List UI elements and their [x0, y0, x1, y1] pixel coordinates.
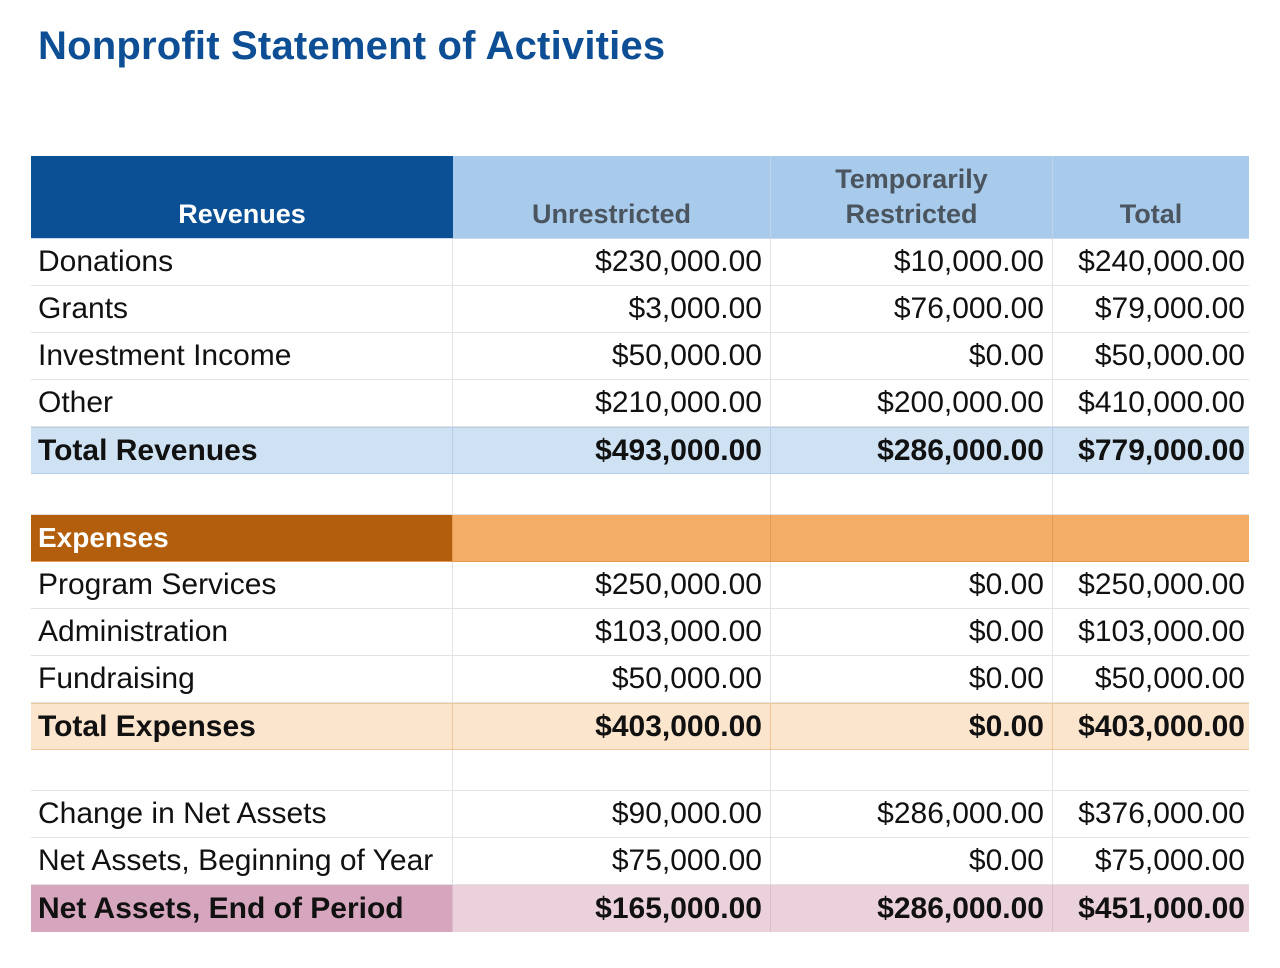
- header-unrestricted[interactable]: Unrestricted: [453, 156, 771, 238]
- row-label[interactable]: Net Assets, End of Period: [31, 885, 453, 932]
- table-row: [31, 791, 1249, 838]
- empty-cell[interactable]: [771, 474, 1053, 514]
- cell-unrestricted[interactable]: $165,000.00: [453, 885, 771, 932]
- empty-row: [31, 750, 1249, 791]
- row-label[interactable]: Change in Net Assets: [31, 791, 453, 837]
- cell-restricted[interactable]: $0.00: [771, 333, 1053, 379]
- empty-cell[interactable]: [31, 750, 453, 790]
- page-title: Nonprofit Statement of Activities: [38, 24, 666, 68]
- empty-cell[interactable]: [771, 750, 1053, 790]
- table-row: [31, 562, 1249, 609]
- row-label[interactable]: Administration: [31, 609, 453, 655]
- cell-unrestricted[interactable]: $90,000.00: [453, 791, 771, 837]
- cell-restricted[interactable]: $286,000.00: [771, 428, 1053, 473]
- empty-cell[interactable]: [453, 474, 771, 514]
- cell-total[interactable]: $410,000.00: [1078, 386, 1245, 419]
- table-row: [31, 656, 1249, 703]
- cell-total[interactable]: $376,000.00: [1078, 797, 1245, 830]
- empty-cell[interactable]: [1053, 515, 1249, 561]
- empty-cell[interactable]: [1053, 474, 1249, 514]
- empty-cell[interactable]: [453, 750, 771, 790]
- cell-total[interactable]: $50,000.00: [1094, 662, 1245, 695]
- cell-total[interactable]: $451,000.00: [1078, 891, 1245, 925]
- statement-table: [31, 156, 1249, 932]
- row-label[interactable]: Program Services: [31, 562, 453, 608]
- cell-unrestricted[interactable]: $75,000.00: [453, 838, 771, 884]
- empty-cell[interactable]: [1053, 750, 1249, 790]
- cell-unrestricted[interactable]: $50,000.00: [453, 656, 771, 702]
- cell-restricted[interactable]: $0.00: [771, 838, 1053, 884]
- net-assets-end-row: [31, 885, 1249, 932]
- table-row: [31, 239, 1249, 286]
- empty-row: [31, 474, 1249, 515]
- cell-unrestricted[interactable]: $210,000.00: [453, 380, 771, 426]
- table-row: [31, 380, 1249, 427]
- row-label[interactable]: Total Expenses: [31, 704, 453, 749]
- cell-restricted[interactable]: $0.00: [771, 609, 1053, 655]
- cell-total[interactable]: $240,000.00: [1078, 245, 1245, 278]
- cell-unrestricted[interactable]: $493,000.00: [453, 428, 771, 473]
- total-revenues-row: [31, 427, 1249, 474]
- table-header-row: [31, 156, 1249, 239]
- header-col2-line1: Temporarily: [835, 164, 988, 194]
- row-label[interactable]: Fundraising: [31, 656, 453, 702]
- header-temporarily-restricted[interactable]: [771, 156, 1053, 238]
- expenses-header-row: [31, 515, 1249, 562]
- cell-unrestricted[interactable]: $250,000.00: [453, 562, 771, 608]
- table-row: [31, 838, 1249, 885]
- cell-unrestricted[interactable]: $3,000.00: [453, 286, 771, 332]
- cell-unrestricted[interactable]: $103,000.00: [453, 609, 771, 655]
- table-row: [31, 286, 1249, 333]
- empty-cell[interactable]: [31, 474, 453, 514]
- total-expenses-row: [31, 703, 1249, 750]
- row-label[interactable]: Donations: [31, 239, 453, 285]
- cell-unrestricted[interactable]: $230,000.00: [453, 239, 771, 285]
- cell-restricted[interactable]: $0.00: [771, 704, 1053, 749]
- table-row: [31, 333, 1249, 380]
- cell-restricted[interactable]: $0.00: [771, 562, 1053, 608]
- cell-total[interactable]: $75,000.00: [1094, 844, 1245, 877]
- empty-cell[interactable]: [453, 515, 771, 561]
- cell-restricted[interactable]: $0.00: [771, 656, 1053, 702]
- cell-total[interactable]: $50,000.00: [1094, 339, 1245, 372]
- cell-total[interactable]: $779,000.00: [1078, 433, 1245, 467]
- cell-restricted[interactable]: $286,000.00: [771, 885, 1053, 932]
- cell-unrestricted[interactable]: $50,000.00: [453, 333, 771, 379]
- cell-unrestricted[interactable]: $403,000.00: [453, 704, 771, 749]
- expenses-header[interactable]: Expenses: [31, 515, 453, 561]
- header-revenues[interactable]: Revenues: [31, 156, 453, 238]
- cell-total[interactable]: $250,000.00: [1078, 568, 1245, 601]
- table-row: [31, 609, 1249, 656]
- cell-total[interactable]: $79,000.00: [1094, 292, 1245, 325]
- header-total[interactable]: Total: [1053, 156, 1249, 238]
- row-label[interactable]: Investment Income: [31, 333, 453, 379]
- row-label[interactable]: Net Assets, Beginning of Year: [31, 838, 453, 884]
- empty-cell[interactable]: [771, 515, 1053, 561]
- row-label[interactable]: Grants: [31, 286, 453, 332]
- cell-restricted[interactable]: $286,000.00: [771, 791, 1053, 837]
- row-label[interactable]: Total Revenues: [31, 428, 453, 473]
- cell-restricted[interactable]: $200,000.00: [771, 380, 1053, 426]
- cell-total[interactable]: $103,000.00: [1078, 615, 1245, 648]
- cell-restricted[interactable]: $76,000.00: [771, 286, 1053, 332]
- header-col2-line2: Restricted: [845, 199, 978, 229]
- cell-total[interactable]: $403,000.00: [1078, 709, 1245, 743]
- row-label[interactable]: Other: [31, 380, 453, 426]
- cell-restricted[interactable]: $10,000.00: [771, 239, 1053, 285]
